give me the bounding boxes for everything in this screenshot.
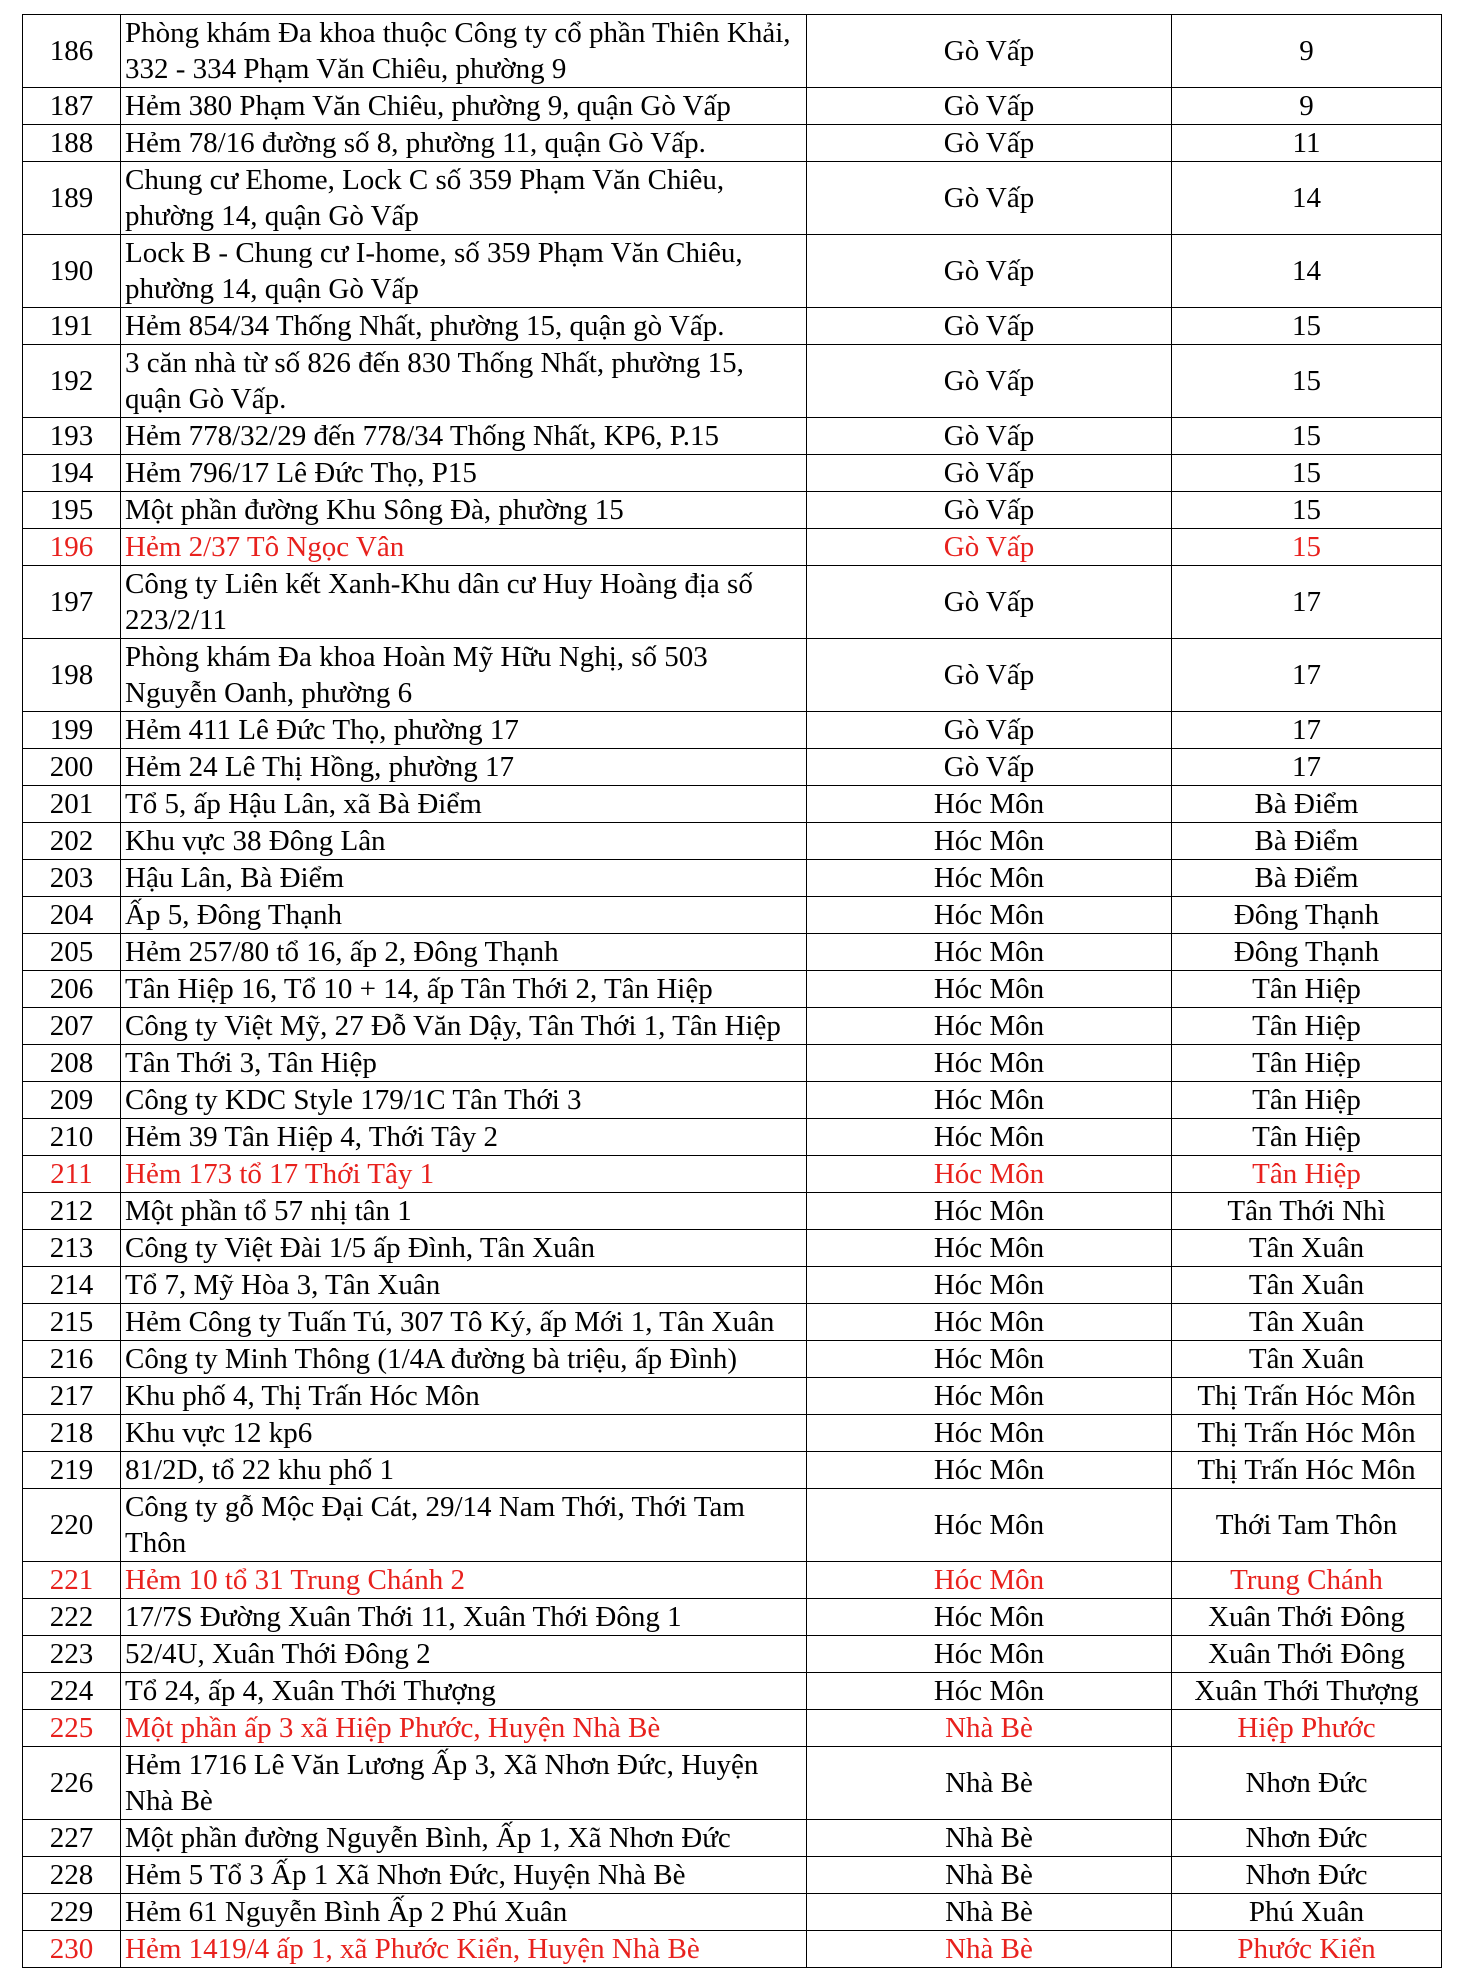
ward-cell: Tân Hiệp bbox=[1172, 1119, 1442, 1156]
ward-cell: Trung Chánh bbox=[1172, 1562, 1442, 1599]
ward-cell: Thị Trấn Hóc Môn bbox=[1172, 1452, 1442, 1489]
row-number-cell: 228 bbox=[23, 1857, 121, 1894]
district-cell: Hóc Môn bbox=[807, 1415, 1172, 1452]
row-number-cell: 205 bbox=[23, 934, 121, 971]
row-number-cell: 188 bbox=[23, 125, 121, 162]
ward-cell: Bà Điểm bbox=[1172, 860, 1442, 897]
ward-cell: 9 bbox=[1172, 88, 1442, 125]
ward-cell: Xuân Thới Thượng bbox=[1172, 1673, 1442, 1710]
table-row bbox=[23, 1415, 1442, 1452]
table-row bbox=[23, 566, 1442, 639]
row-number-cell: 191 bbox=[23, 308, 121, 345]
district-cell: Hóc Môn bbox=[807, 1378, 1172, 1415]
ward-cell: Nhơn Đức bbox=[1172, 1857, 1442, 1894]
table-row bbox=[23, 1710, 1442, 1747]
table-row bbox=[23, 308, 1442, 345]
table-row bbox=[23, 712, 1442, 749]
row-number-cell: 222 bbox=[23, 1599, 121, 1636]
district-cell: Hóc Môn bbox=[807, 1156, 1172, 1193]
table-row bbox=[23, 1045, 1442, 1082]
ward-cell: Xuân Thới Đông bbox=[1172, 1599, 1442, 1636]
district-cell: Gò Vấp bbox=[807, 88, 1172, 125]
district-cell: Hóc Môn bbox=[807, 1267, 1172, 1304]
table-row bbox=[23, 418, 1442, 455]
district-cell: Gò Vấp bbox=[807, 529, 1172, 566]
district-cell: Hóc Môn bbox=[807, 1341, 1172, 1378]
table-row bbox=[23, 15, 1442, 88]
ward-cell: 17 bbox=[1172, 749, 1442, 786]
district-cell: Hóc Môn bbox=[807, 971, 1172, 1008]
address-cell: Hẻm 778/32/29 đến 778/34 Thống Nhất, KP6, P.15 bbox=[121, 418, 807, 455]
ward-cell: Tân Hiệp bbox=[1172, 971, 1442, 1008]
address-cell: Hẻm 61 Nguyễn Bình Ấp 2 Phú Xuân bbox=[121, 1894, 807, 1931]
table-row bbox=[23, 162, 1442, 235]
row-number-cell: 223 bbox=[23, 1636, 121, 1673]
address-cell: 3 căn nhà từ số 826 đến 830 Thống Nhất, phường 15, quận Gò Vấp. bbox=[121, 345, 807, 418]
row-number-cell: 189 bbox=[23, 162, 121, 235]
address-cell: Ấp 5, Đông Thạnh bbox=[121, 897, 807, 934]
table-row bbox=[23, 1599, 1442, 1636]
ward-cell: 17 bbox=[1172, 566, 1442, 639]
address-cell: Lock B - Chung cư I-home, số 359 Phạm Văn Chiêu, phường 14, quận Gò Vấp bbox=[121, 235, 807, 308]
ward-cell: Thị Trấn Hóc Môn bbox=[1172, 1378, 1442, 1415]
district-cell: Gò Vấp bbox=[807, 15, 1172, 88]
ward-cell: 17 bbox=[1172, 639, 1442, 712]
district-cell: Hóc Môn bbox=[807, 1304, 1172, 1341]
ward-cell: Nhơn Đức bbox=[1172, 1747, 1442, 1820]
row-number-cell: 204 bbox=[23, 897, 121, 934]
district-cell: Gò Vấp bbox=[807, 125, 1172, 162]
table-row bbox=[23, 897, 1442, 934]
table-row bbox=[23, 345, 1442, 418]
district-cell: Nhà Bè bbox=[807, 1894, 1172, 1931]
district-cell: Hóc Môn bbox=[807, 1230, 1172, 1267]
district-cell: Gò Vấp bbox=[807, 235, 1172, 308]
table-row bbox=[23, 1008, 1442, 1045]
address-cell: Hẻm 5 Tổ 3 Ấp 1 Xã Nhơn Đức, Huyện Nhà Bè bbox=[121, 1857, 807, 1894]
district-cell: Gò Vấp bbox=[807, 749, 1172, 786]
table-row bbox=[23, 455, 1442, 492]
address-cell: Chung cư Ehome, Lock C số 359 Phạm Văn Chiêu, phường 14, quận Gò Vấp bbox=[121, 162, 807, 235]
address-cell: Công ty Việt Mỹ, 27 Đỗ Văn Dậy, Tân Thới 1, Tân Hiệp bbox=[121, 1008, 807, 1045]
district-cell: Hóc Môn bbox=[807, 1636, 1172, 1673]
address-cell: Hẻm 1419/4 ấp 1, xã Phước Kiển, Huyện Nhà Bè bbox=[121, 1931, 807, 1968]
ward-cell: 14 bbox=[1172, 162, 1442, 235]
address-cell: Tổ 7, Mỹ Hòa 3, Tân Xuân bbox=[121, 1267, 807, 1304]
ward-cell: 15 bbox=[1172, 418, 1442, 455]
row-number-cell: 227 bbox=[23, 1820, 121, 1857]
address-cell: Hẻm 380 Phạm Văn Chiêu, phường 9, quận Gò Vấp bbox=[121, 88, 807, 125]
row-number-cell: 198 bbox=[23, 639, 121, 712]
district-cell: Hóc Môn bbox=[807, 1489, 1172, 1562]
address-cell: 81/2D, tổ 22 khu phố 1 bbox=[121, 1452, 807, 1489]
ward-cell: Tân Hiệp bbox=[1172, 1156, 1442, 1193]
district-cell: Hóc Môn bbox=[807, 823, 1172, 860]
address-cell: 17/7S Đường Xuân Thới 11, Xuân Thới Đông 1 bbox=[121, 1599, 807, 1636]
table-row bbox=[23, 1230, 1442, 1267]
row-number-cell: 215 bbox=[23, 1304, 121, 1341]
address-cell: Một phần đường Nguyễn Bình, Ấp 1, Xã Nhơn Đức bbox=[121, 1820, 807, 1857]
district-cell: Gò Vấp bbox=[807, 712, 1172, 749]
row-number-cell: 195 bbox=[23, 492, 121, 529]
ward-cell: Tân Xuân bbox=[1172, 1341, 1442, 1378]
district-cell: Nhà Bè bbox=[807, 1931, 1172, 1968]
row-number-cell: 192 bbox=[23, 345, 121, 418]
table-row bbox=[23, 1267, 1442, 1304]
district-cell: Gò Vấp bbox=[807, 418, 1172, 455]
table-row bbox=[23, 1636, 1442, 1673]
ward-cell: 15 bbox=[1172, 529, 1442, 566]
table-row bbox=[23, 1931, 1442, 1968]
table-row bbox=[23, 1119, 1442, 1156]
table-row bbox=[23, 1452, 1442, 1489]
ward-cell: 15 bbox=[1172, 345, 1442, 418]
address-cell: Hẻm 173 tổ 17 Thới Tây 1 bbox=[121, 1156, 807, 1193]
table-row bbox=[23, 1378, 1442, 1415]
table-row bbox=[23, 1857, 1442, 1894]
table-row bbox=[23, 1304, 1442, 1341]
ward-cell: Bà Điểm bbox=[1172, 786, 1442, 823]
ward-cell: Tân Xuân bbox=[1172, 1304, 1442, 1341]
address-cell: Công ty Liên kết Xanh-Khu dân cư Huy Hoàng địa số 223/2/11 bbox=[121, 566, 807, 639]
ward-cell: Thị Trấn Hóc Môn bbox=[1172, 1415, 1442, 1452]
district-cell: Hóc Môn bbox=[807, 934, 1172, 971]
address-cell: Công ty gỗ Mộc Đại Cát, 29/14 Nam Thới, Thới Tam Thôn bbox=[121, 1489, 807, 1562]
address-cell: Hậu Lân, Bà Điểm bbox=[121, 860, 807, 897]
address-cell: Hẻm 39 Tân Hiệp 4, Thới Tây 2 bbox=[121, 1119, 807, 1156]
table-row bbox=[23, 1082, 1442, 1119]
row-number-cell: 213 bbox=[23, 1230, 121, 1267]
row-number-cell: 210 bbox=[23, 1119, 121, 1156]
table-row bbox=[23, 88, 1442, 125]
table-row bbox=[23, 971, 1442, 1008]
district-cell: Hóc Môn bbox=[807, 1562, 1172, 1599]
district-cell: Gò Vấp bbox=[807, 639, 1172, 712]
address-cell: Một phần đường Khu Sông Đà, phường 15 bbox=[121, 492, 807, 529]
table-row bbox=[23, 125, 1442, 162]
address-cell: Phòng khám Đa khoa Hoàn Mỹ Hữu Nghị, số 503 Nguyễn Oanh, phường 6 bbox=[121, 639, 807, 712]
row-number-cell: 207 bbox=[23, 1008, 121, 1045]
address-cell: Hẻm 2/37 Tô Ngọc Vân bbox=[121, 529, 807, 566]
row-number-cell: 214 bbox=[23, 1267, 121, 1304]
ward-cell: Xuân Thới Đông bbox=[1172, 1636, 1442, 1673]
row-number-cell: 211 bbox=[23, 1156, 121, 1193]
table-row bbox=[23, 1820, 1442, 1857]
district-cell: Hóc Môn bbox=[807, 1599, 1172, 1636]
ward-cell: 17 bbox=[1172, 712, 1442, 749]
address-cell: Hẻm 1716 Lê Văn Lương Ấp 3, Xã Nhơn Đức, Huyện Nhà Bè bbox=[121, 1747, 807, 1820]
address-cell: Hẻm 10 tổ 31 Trung Chánh 2 bbox=[121, 1562, 807, 1599]
table-row bbox=[23, 786, 1442, 823]
row-number-cell: 193 bbox=[23, 418, 121, 455]
district-cell: Nhà Bè bbox=[807, 1747, 1172, 1820]
row-number-cell: 201 bbox=[23, 786, 121, 823]
address-cell: Tân Hiệp 16, Tổ 10 + 14, ấp Tân Thới 2, Tân Hiệp bbox=[121, 971, 807, 1008]
address-cell: Công ty KDC Style 179/1C Tân Thới 3 bbox=[121, 1082, 807, 1119]
ward-cell: Phú Xuân bbox=[1172, 1894, 1442, 1931]
district-cell: Gò Vấp bbox=[807, 455, 1172, 492]
row-number-cell: 212 bbox=[23, 1193, 121, 1230]
district-cell: Hóc Môn bbox=[807, 786, 1172, 823]
district-cell: Hóc Môn bbox=[807, 1045, 1172, 1082]
table-row bbox=[23, 1894, 1442, 1931]
district-cell: Hóc Môn bbox=[807, 860, 1172, 897]
district-cell: Gò Vấp bbox=[807, 566, 1172, 639]
table-row bbox=[23, 235, 1442, 308]
district-cell: Nhà Bè bbox=[807, 1820, 1172, 1857]
district-cell: Hóc Môn bbox=[807, 1452, 1172, 1489]
district-cell: Gò Vấp bbox=[807, 308, 1172, 345]
address-cell: Tân Thới 3, Tân Hiệp bbox=[121, 1045, 807, 1082]
row-number-cell: 196 bbox=[23, 529, 121, 566]
row-number-cell: 230 bbox=[23, 1931, 121, 1968]
row-number-cell: 229 bbox=[23, 1894, 121, 1931]
row-number-cell: 202 bbox=[23, 823, 121, 860]
row-number-cell: 219 bbox=[23, 1452, 121, 1489]
ward-cell: Tân Xuân bbox=[1172, 1267, 1442, 1304]
row-number-cell: 216 bbox=[23, 1341, 121, 1378]
row-number-cell: 221 bbox=[23, 1562, 121, 1599]
ward-cell: Thới Tam Thôn bbox=[1172, 1489, 1442, 1562]
location-table bbox=[22, 14, 1442, 1968]
district-cell: Nhà Bè bbox=[807, 1857, 1172, 1894]
ward-cell: 15 bbox=[1172, 455, 1442, 492]
district-cell: Hóc Môn bbox=[807, 1193, 1172, 1230]
row-number-cell: 208 bbox=[23, 1045, 121, 1082]
address-cell: Khu vực 38 Đông Lân bbox=[121, 823, 807, 860]
district-cell: Nhà Bè bbox=[807, 1710, 1172, 1747]
ward-cell: 15 bbox=[1172, 492, 1442, 529]
district-cell: Hóc Môn bbox=[807, 897, 1172, 934]
ward-cell: Tân Hiệp bbox=[1172, 1008, 1442, 1045]
row-number-cell: 226 bbox=[23, 1747, 121, 1820]
row-number-cell: 218 bbox=[23, 1415, 121, 1452]
table-row bbox=[23, 860, 1442, 897]
ward-cell: Tân Thới Nhì bbox=[1172, 1193, 1442, 1230]
row-number-cell: 194 bbox=[23, 455, 121, 492]
district-cell: Gò Vấp bbox=[807, 162, 1172, 235]
address-cell: 52/4U, Xuân Thới Đông 2 bbox=[121, 1636, 807, 1673]
district-cell: Gò Vấp bbox=[807, 345, 1172, 418]
ward-cell: 15 bbox=[1172, 308, 1442, 345]
row-number-cell: 206 bbox=[23, 971, 121, 1008]
table-row bbox=[23, 1673, 1442, 1710]
address-cell: Tổ 5, ấp Hậu Lân, xã Bà Điểm bbox=[121, 786, 807, 823]
address-cell: Hẻm Công ty Tuấn Tú, 307 Tô Ký, ấp Mới 1, Tân Xuân bbox=[121, 1304, 807, 1341]
district-cell: Hóc Môn bbox=[807, 1082, 1172, 1119]
address-cell: Một phần ấp 3 xã Hiệp Phước, Huyện Nhà Bè bbox=[121, 1710, 807, 1747]
table-row bbox=[23, 1341, 1442, 1378]
ward-cell: Phước Kiển bbox=[1172, 1931, 1442, 1968]
row-number-cell: 220 bbox=[23, 1489, 121, 1562]
address-cell: Một phần tổ 57 nhị tân 1 bbox=[121, 1193, 807, 1230]
ward-cell: 14 bbox=[1172, 235, 1442, 308]
address-cell: Hẻm 796/17 Lê Đức Thọ, P15 bbox=[121, 455, 807, 492]
row-number-cell: 217 bbox=[23, 1378, 121, 1415]
ward-cell: Tân Hiệp bbox=[1172, 1045, 1442, 1082]
row-number-cell: 199 bbox=[23, 712, 121, 749]
table-row bbox=[23, 1489, 1442, 1562]
district-cell: Hóc Môn bbox=[807, 1673, 1172, 1710]
table-row bbox=[23, 529, 1442, 566]
ward-cell: Nhơn Đức bbox=[1172, 1820, 1442, 1857]
row-number-cell: 200 bbox=[23, 749, 121, 786]
table-row bbox=[23, 639, 1442, 712]
row-number-cell: 209 bbox=[23, 1082, 121, 1119]
row-number-cell: 197 bbox=[23, 566, 121, 639]
district-cell: Gò Vấp bbox=[807, 492, 1172, 529]
row-number-cell: 224 bbox=[23, 1673, 121, 1710]
location-table-body bbox=[23, 15, 1442, 1968]
ward-cell: Đông Thạnh bbox=[1172, 934, 1442, 971]
ward-cell: Đông Thạnh bbox=[1172, 897, 1442, 934]
district-cell: Hóc Môn bbox=[807, 1008, 1172, 1045]
address-cell: Tổ 24, ấp 4, Xuân Thới Thượng bbox=[121, 1673, 807, 1710]
address-cell: Hẻm 257/80 tổ 16, ấp 2, Đông Thạnh bbox=[121, 934, 807, 971]
ward-cell: Hiệp Phước bbox=[1172, 1710, 1442, 1747]
address-cell: Hẻm 411 Lê Đức Thọ, phường 17 bbox=[121, 712, 807, 749]
district-cell: Hóc Môn bbox=[807, 1119, 1172, 1156]
ward-cell: Tân Hiệp bbox=[1172, 1082, 1442, 1119]
address-cell: Công ty Minh Thông (1/4A đường bà triệu, ấp Đình) bbox=[121, 1341, 807, 1378]
table-row bbox=[23, 1747, 1442, 1820]
ward-cell: Tân Xuân bbox=[1172, 1230, 1442, 1267]
table-row bbox=[23, 1562, 1442, 1599]
row-number-cell: 187 bbox=[23, 88, 121, 125]
address-cell: Hẻm 78/16 đường số 8, phường 11, quận Gò Vấp. bbox=[121, 125, 807, 162]
table-row bbox=[23, 934, 1442, 971]
ward-cell: 11 bbox=[1172, 125, 1442, 162]
address-cell: Công ty Việt Đài 1/5 ấp Đình, Tân Xuân bbox=[121, 1230, 807, 1267]
address-cell: Khu vực 12 kp6 bbox=[121, 1415, 807, 1452]
table-row bbox=[23, 1193, 1442, 1230]
row-number-cell: 203 bbox=[23, 860, 121, 897]
ward-cell: 9 bbox=[1172, 15, 1442, 88]
ward-cell: Bà Điểm bbox=[1172, 823, 1442, 860]
row-number-cell: 225 bbox=[23, 1710, 121, 1747]
address-cell: Hẻm 854/34 Thống Nhất, phường 15, quận gò Vấp. bbox=[121, 308, 807, 345]
table-row bbox=[23, 823, 1442, 860]
table-row bbox=[23, 492, 1442, 529]
address-cell: Phòng khám Đa khoa thuộc Công ty cổ phần Thiên Khải, 332 - 334 Phạm Văn Chiêu, phường 9 bbox=[121, 15, 807, 88]
table-row bbox=[23, 1156, 1442, 1193]
row-number-cell: 190 bbox=[23, 235, 121, 308]
address-cell: Khu phố 4, Thị Trấn Hóc Môn bbox=[121, 1378, 807, 1415]
row-number-cell: 186 bbox=[23, 15, 121, 88]
address-cell: Hẻm 24 Lê Thị Hồng, phường 17 bbox=[121, 749, 807, 786]
table-row bbox=[23, 749, 1442, 786]
